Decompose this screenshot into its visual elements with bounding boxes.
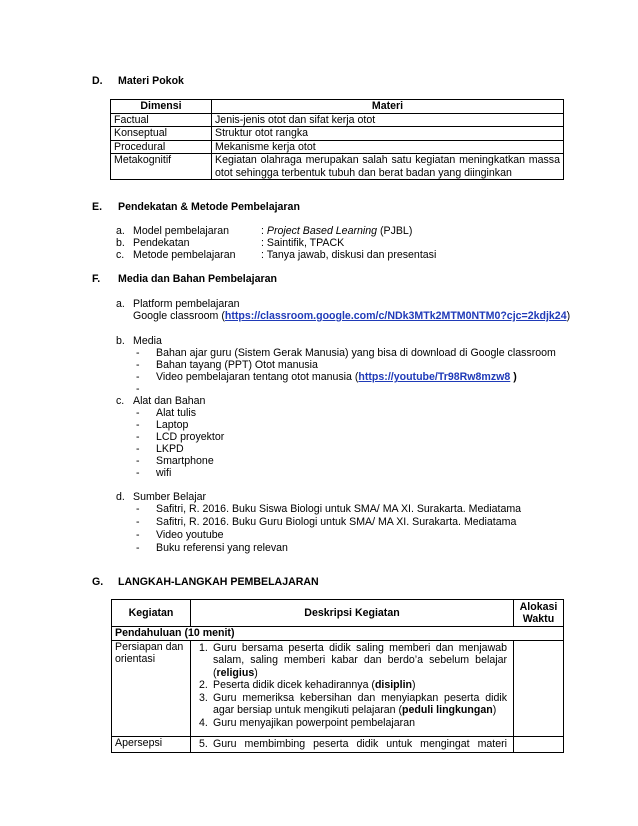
table-header-row bbox=[112, 600, 564, 627]
table-cell: Persiapan dan orientasi bbox=[112, 640, 191, 737]
table-row bbox=[111, 154, 564, 180]
list-item: a. Platform pembelajaran bbox=[116, 298, 240, 310]
header-dimensi: Dimensi bbox=[111, 100, 212, 114]
section-e-heading: E. Pendekatan & Metode Pembelajaran bbox=[92, 201, 300, 213]
list-item: - Alat tulis bbox=[136, 407, 197, 419]
list-item: - Bahan tayang (PPT) Otot manusia bbox=[136, 359, 318, 371]
table-cell: Mekanisme kerja otot bbox=[212, 140, 564, 154]
table-cell bbox=[514, 640, 564, 737]
list-item: 1. Guru bersama peserta didik saling memberi dan menjawab salam, saling memberi kabar dan berdo’a sebelum belajar (religius) bbox=[199, 641, 507, 679]
list-item: b. Media bbox=[116, 335, 162, 347]
list-item: - Video youtube bbox=[136, 529, 224, 541]
table-phase-row bbox=[112, 627, 564, 641]
table-header-row bbox=[111, 100, 564, 114]
list-item: 4. Guru menyajikan powerpoint pembelajaran bbox=[199, 716, 415, 729]
header-deskripsi: Deskripsi Kegiatan bbox=[191, 600, 514, 627]
list-item: - Safitri, R. 2016. Buku Guru Biologi untuk SMA/ MA XI. Surakarta. Mediatama bbox=[136, 516, 517, 528]
table-cell: Metakognitif bbox=[111, 154, 212, 180]
langkah-pembelajaran-table bbox=[111, 599, 564, 753]
list-item: 5. Guru membimbing peserta didik untuk mengingat materi bbox=[199, 738, 507, 750]
list-item: c. Metode pembelajaran : Tanya jawab, diskusi dan presentasi bbox=[116, 249, 437, 261]
google-classroom-link[interactable]: https://classroom.google.com/c/NDk3MTk2MTM0NTM0?cjc=2kdjk24 bbox=[224, 310, 567, 322]
section-d-heading: D. Materi Pokok bbox=[92, 75, 184, 87]
list-item: Google classroom (https://classroom.google.com/c/NDk3MTk2MTM0NTM0?cjc=2kdjk24) bbox=[133, 310, 571, 322]
table-cell: Procedural bbox=[111, 140, 212, 154]
list-item: - Buku referensi yang relevan bbox=[136, 542, 288, 554]
table-cell: Jenis-jenis otot dan sifat kerja otot bbox=[212, 113, 564, 127]
table-cell: Apersepsi bbox=[112, 737, 191, 753]
youtube-video-link[interactable]: https://youtube/Tr98Rw8mzw8 bbox=[358, 371, 511, 383]
section-g-heading: G. LANGKAH-LANGKAH PEMBELAJARAN bbox=[92, 576, 319, 588]
table-row bbox=[111, 113, 564, 127]
list-item: c. Alat dan Bahan bbox=[116, 395, 206, 407]
list-item: - bbox=[136, 383, 140, 395]
section-f-heading: F. Media dan Bahan Pembelajaran bbox=[92, 273, 277, 285]
table-row bbox=[112, 737, 564, 753]
table-row bbox=[112, 640, 564, 737]
table-cell bbox=[191, 737, 514, 753]
list-item: - Bahan ajar guru (Sistem Gerak Manusia) yang bisa di download di Google classroom bbox=[136, 347, 556, 359]
list-item: - Smartphone bbox=[136, 455, 214, 467]
table-cell: Factual bbox=[111, 113, 212, 127]
list-item: - Safitri, R. 2016. Buku Siswa Biologi untuk SMA/ MA XI. Surakarta. Mediatama bbox=[136, 503, 522, 515]
list-item: - Video pembelajaran tentang otot manusia (https://youtube/Tr98Rw8mzw8 ) bbox=[136, 371, 517, 383]
list-item: - LCD proyektor bbox=[136, 431, 225, 443]
table-row bbox=[111, 140, 564, 154]
table-cell: Kegiatan olahraga merupakan salah satu kegiatan meningkatkan massa otot sehingga terbentuk tubuh dan berat badan yang diinginkan bbox=[212, 154, 564, 180]
phase-label: Pendahuluan (10 menit) bbox=[112, 627, 564, 641]
list-item: 2. Peserta didik dicek kehadirannya (disiplin) bbox=[199, 679, 416, 691]
list-item: - wifi bbox=[136, 467, 172, 479]
table-cell: Struktur otot rangka bbox=[212, 127, 564, 141]
table-row bbox=[111, 127, 564, 141]
header-alokasi: Alokasi Waktu bbox=[514, 600, 564, 627]
header-kegiatan: Kegiatan bbox=[112, 600, 191, 627]
table-cell bbox=[514, 737, 564, 753]
list-item: a. Model pembelajaran : Project Based Learning (PJBL) bbox=[116, 225, 413, 237]
list-item: - LKPD bbox=[136, 443, 184, 455]
list-item: d. Sumber Belajar bbox=[116, 491, 207, 503]
table-cell bbox=[191, 640, 514, 737]
list-item: - Laptop bbox=[136, 419, 189, 431]
header-materi: Materi bbox=[212, 100, 564, 114]
materi-pokok-table bbox=[110, 99, 564, 180]
table-cell: Konseptual bbox=[111, 127, 212, 141]
list-item: b. Pendekatan : Saintifik, TPACK bbox=[116, 237, 345, 249]
list-item: 3. Guru memeriksa kebersihan dan menyiapkan peserta didik agar bersiap untuk mengikuti pelajaran (peduli lingkungan) bbox=[199, 691, 507, 716]
